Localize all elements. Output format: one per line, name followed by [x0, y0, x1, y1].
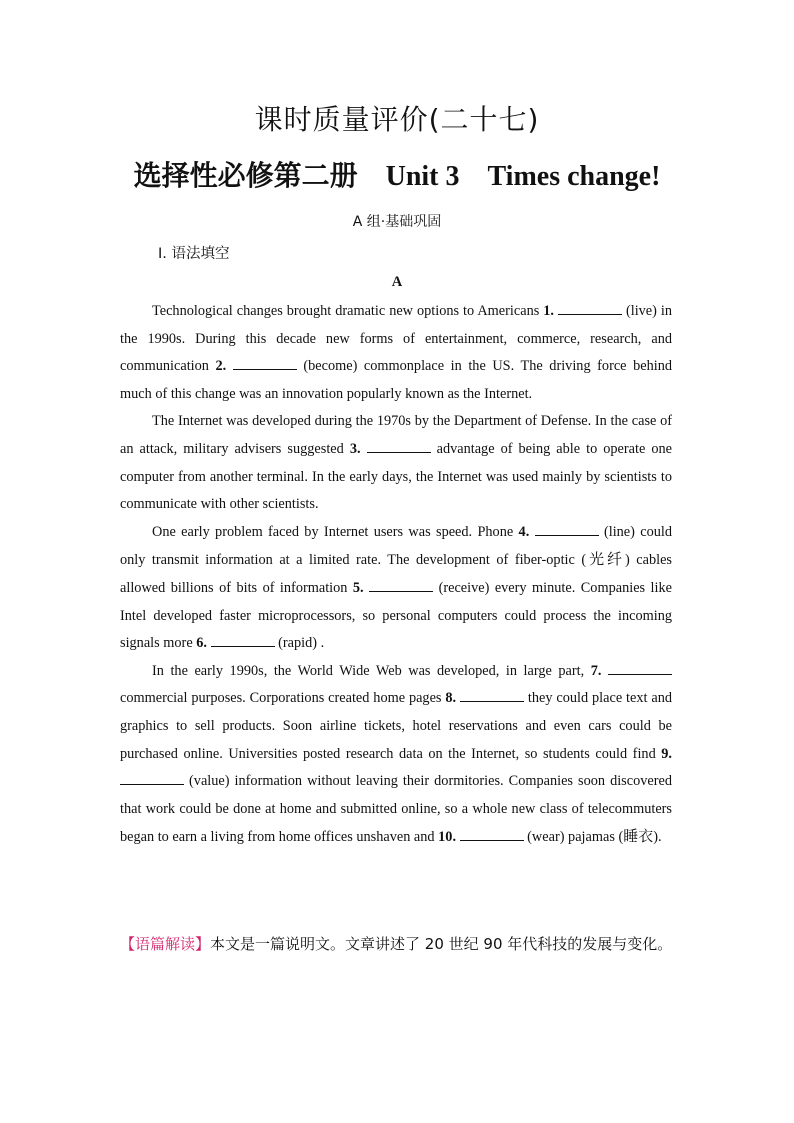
passage-analysis [120, 922, 680, 966]
answer-blank[interactable] [608, 662, 672, 675]
question-number: 6. [196, 635, 207, 652]
unit-title [0, 154, 794, 194]
answer-blank[interactable] [558, 302, 622, 315]
answer-blank[interactable] [535, 523, 599, 536]
analysis-tag: 【语篇解读】 [120, 935, 211, 953]
question-number: 8. [445, 690, 457, 707]
question-number: 4. [518, 523, 530, 540]
paragraph-4: In the early 1990s, the World Wide Web was developed, in large part, 7. commercial purposes. Corporations created home pages 8. they could place text and graphics to sell products. Soon airline tickets, hotel reservations and even cars could be purchased online. Universities posted research data on the Internet, so students could find 9. (value) information without leaving their dormitories. Companies soon discovered that work could be done at home and submitted online, so a whole new class of telecommuters began to earn a living from home offices unshaven and 10. (wear) pajamas (睡衣). [120, 662, 672, 846]
answer-blank[interactable] [120, 772, 184, 785]
question-number: 2. [215, 358, 227, 375]
unit-topic: Times change! [487, 161, 661, 192]
answer-blank[interactable] [460, 828, 524, 841]
section-heading: Ⅰ. 语法填空 [158, 246, 230, 262]
question-number: 7. [590, 662, 602, 679]
answer-blank[interactable] [369, 579, 433, 592]
paragraph-2: The Internet was developed during the 1970s by the Department of Defense. In the case of an attack, military advisers suggested 3. advantage of being able to operate one computer from another terminal. In the early days, the Internet was used mainly by scientists to communicate with other scientists. [120, 413, 672, 513]
passage-body [120, 298, 672, 852]
group-label: A 组·基础巩固 [352, 214, 442, 230]
question-number: 5. [352, 579, 364, 596]
answer-blank[interactable] [367, 440, 431, 453]
passage-label: A [391, 274, 403, 290]
page-title: 课时质量评价(二十七) [254, 103, 540, 136]
book-name: 选择性必修第二册 [133, 159, 358, 192]
paragraph-1: Technological changes brought dramatic new options to Americans 1. (live) in the 1990s. During this decade new forms of entertainment, commerce, research, and communication 2. (become) commonplace in the US. The driving force behind much of this change was an innovation popularly known as the Internet. [120, 303, 673, 402]
question-number: 10. [438, 829, 457, 846]
answer-blank[interactable] [211, 634, 275, 647]
analysis-text: 本文是一篇说明文。文章讲述了 20 世纪 90 年代科技的发展与变化。 [210, 935, 673, 953]
answer-blank[interactable] [233, 357, 297, 370]
question-number: 9. [661, 745, 672, 762]
unit-number: Unit 3 [385, 161, 460, 192]
answer-blank[interactable] [460, 689, 524, 702]
paragraph-3: One early problem faced by Internet users was speed. Phone 4. (line) could only transmit information at a limited rate. The development of fiber-optic (光纤) cables allowed billions of bits of information 5. (receive) every minute. Companies like Intel developed faster microprocessors, so personal computers could process the incoming signals more 6. (rapid) . [120, 523, 673, 652]
question-number: 1. [543, 303, 554, 319]
question-number: 3. [349, 440, 361, 457]
